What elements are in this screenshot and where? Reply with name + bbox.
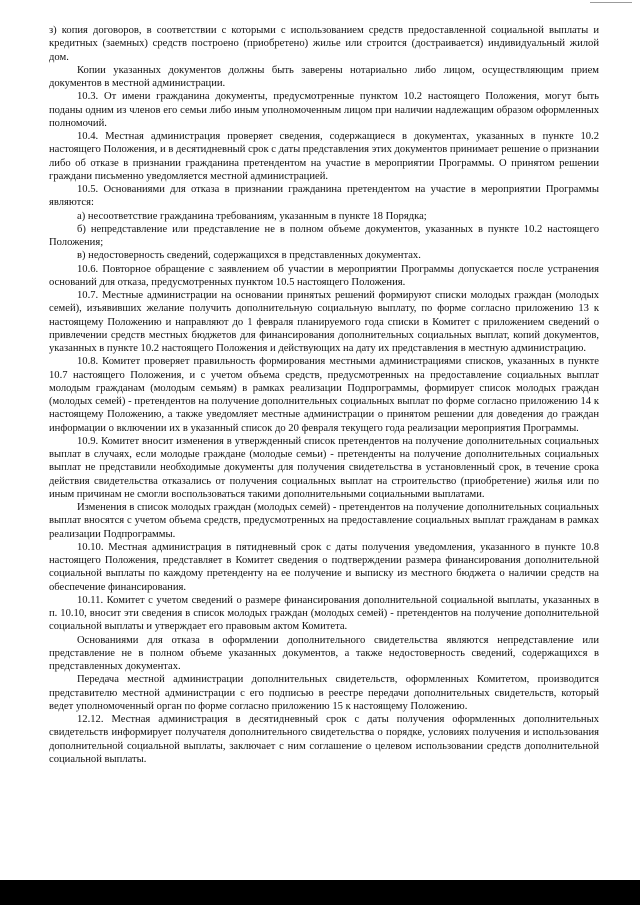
scan-corner-mark (590, 2, 632, 15)
paragraph-10-6: 10.6. Повторное обращение с заявлением об участии в мероприятии Программы допускается после устранения оснований для отказа, предусмотренных пунктом 10.5 настоящего Положения. (49, 263, 599, 288)
document-page (49, 24, 599, 766)
paragraph-10-5-b: б) непредставление или представление не в полном объеме документов, указанных в пункте 10.2 настоящего Положения; (49, 223, 599, 248)
paragraph-10-9-changes: Изменения в список молодых граждан (молодых семей) - претендентов на получение дополнительных социальных выплат вносятся с учетом объема средств, предусмотренных на предоставление социальных выплат гражданам в рамках реализации Подпрограммы. (49, 502, 599, 540)
paragraph-10-5-a: а) несоответствие гражданина требованиям, указанным в пункте 18 Порядка; (77, 210, 427, 222)
paragraph-12-12: 12.12. Местная администрация в десятидневный срок с даты получения оформленных дополнительных свидетельств информирует получателя дополнительного свидетельства о порядке, условиях получения и использования дополнительной социальной выплаты, заключает с ним соглашение о целевом использовании средств дополнительной социальной выплаты. (49, 714, 599, 765)
paragraph-10-7: 10.7. Местные администрации на основании принятых решений формируют списки молодых граждан (молодых семей), изъявивших желание получить дополнительную социальную выплату, по форме согласно приложению 13 к настоящему Положению и направляют до 1 февраля планируемого года списки в Комитет с приложением сведений о привлечении средств местных бюджетов для финансирования дополнительных социальных выплат, копий документов, указанных в пункте 10.2 настоящего Положения и действующих на дату их представления в местную администрацию. (49, 290, 599, 354)
paragraph-10-4: 10.4. Местная администрация проверяет сведения, содержащиеся в документах, указанных в пункте 10.2 настоящего Положения, и в десятидневный срок с даты представления этих документов принимает решение о признании либо об отказе в признании гражданина претендентом на участие в мероприятии Программы. О принятом решении граждани письменно уведомляется местной администрацией. (49, 131, 599, 182)
paragraph-10-3: 10.3. От имени гражданина документы, предусмотренные пунктом 10.2 настоящего Положения, могут быть поданы одним из членов его семьи либо иным уполномоченным лицом при наличии надлежащим образом оформленных полномочий. (49, 91, 599, 129)
paragraph-10-9: 10.9. Комитет вносит изменения в утвержденный список претендентов на получение дополнительных социальных выплат в случаях, если молодые граждане (молодые семьи) - претенденты на получение дополнительных социальных выплат не представили необходимые документы для получения свидетельства в установленный срок, в течение срока действия свидетельства отказались от получения социальных выплат на строительство (приобретение) жилья или по иным причинам не смогли воспользоваться такими дополнительными социальными выплатами. (49, 435, 599, 500)
paragraph-refusal-grounds: Основаниями для отказа в оформлении дополнительного свидетельства являются непредставление или представление не в полном объеме указанных документов, а также недостоверность сведений, содержащихся в представленных документах. (49, 634, 599, 672)
paragraph-10-8: 10.8. Комитет проверяет правильность формирования местными администрациями списков, указанных в пункте 10.7 настоящего Положения, и с учетом объема средств, предусмотренных на предоставление социальных выплат молодым гражданам (молодым семьям) в рамках реализации Подпрограммы, формирует список молодых граждан (молодых семей) - претендентов на получение дополнительных социальных выплат по форме согласно приложению 14 к настоящему Положению, а также уведомляет местные администрации о принятом решении для доведения до граждан информации о включении их в указанный список до 20 февраля текущего года реализации мероприятия Программы. (49, 356, 599, 434)
scan-bottom-edge (0, 880, 640, 905)
paragraph-10-5: 10.5. Основаниями для отказа в признании гражданина претендентом на участие в мероприятии Программы являются: (49, 184, 599, 209)
paragraph-certification: Копии указанных документов должны быть заверены нотариально либо лицом, осуществляющим прием документов в местной администрации. (49, 64, 599, 89)
paragraph-transfer: Передача местной администрации дополнительных свидетельств, оформленных Комитетом, производится представителю местной администрации с его подписью в реестре передачи дополнительных свидетельств, который ведет уполномоченный орган по форме согласно приложению 15 к настоящему Положению. (49, 674, 599, 712)
paragraph-10-5-v: в) недостоверность сведений, содержащихся в представленных документах. (77, 250, 421, 262)
paragraph-10-10: 10.10. Местная администрация в пятидневный срок с даты получения уведомления, указанного в пункте 10.8 настоящего Положения, представляет в Комитет сведения о подтверждении размера финансирования дополнительной социальной выплаты по каждому претенденту на ее получение и выписку из местного бюджета о наличии средств на обеспечение финансирования. (49, 541, 599, 593)
paragraph-item-z: з) копия договоров, в соответствии с которыми с использованием средств предоставленной социальной выплаты и кредитных (заемных) средств построено (приобретено) жилье или строится (достраивается) индивидуальный жилой дом. (49, 25, 599, 63)
paragraph-10-11: 10.11. Комитет с учетом сведений о размере финансирования дополнительной социальной выплаты, указанных в п. 10.10, вносит эти сведения в список молодых граждан (молодых семей) - претендентов на получение дополнительной социальной выплаты и утверждает его правовым актом Комитета. (49, 594, 599, 633)
